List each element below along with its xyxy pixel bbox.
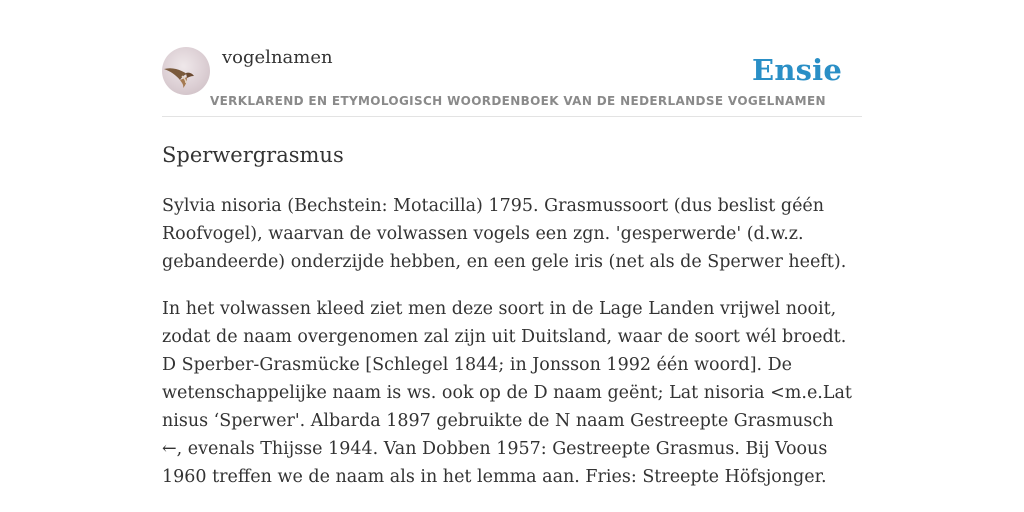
site-tagline: VERKLAREND EN ETYMOLOGISCH WOORDENBOEK VAN DE NEDERLANDSE VOGELNAMEN [210,94,826,108]
entry-paragraph: Sylvia nisoria (Bechstein: Motacilla) 1795. Grasmussoort (dus beslist géén Roofvogel), waarvan de volwassen vogels een zgn. 'gesperwerde' (d.w.z. gebandeerde) onderzijde hebben, en een gele iris (net als de Sperwer heeft). [162,196,847,272]
bird-in-flight-icon [162,47,210,95]
site-name[interactable]: vogelnamen [222,47,333,68]
entry-paragraph: In het volwassen kleed ziet men deze soort in de Lage Landen vrijwel nooit, zodat de naam overgenomen zal zijn uit Duitsland, waar de soort wél broedt. D Sperber-Grasmücke [Schlegel 1844; in Jonsson 1992 één woord]. De wetenschappelijke naam is ws. ook op de D naam geënt; Lat nisoria <m.e.Lat nisus ‘Sperwer'. Albarda 1897 gebruikte de N naam Gestreepte Grasmusch ←, evenals Thijsse 1944. Van Dobben 1957: Gestreepte Grasmus. Bij Voous 1960 treffen we de naam als in het lemma aan. Fries: Streepte Höfsjonger. [162,299,852,487]
entry-body [162,192,852,510]
brand-logo[interactable]: Ensie [752,53,842,87]
site-header [162,44,862,117]
entry-title: Sperwergrasmus [162,143,344,167]
avatar[interactable] [162,47,210,95]
